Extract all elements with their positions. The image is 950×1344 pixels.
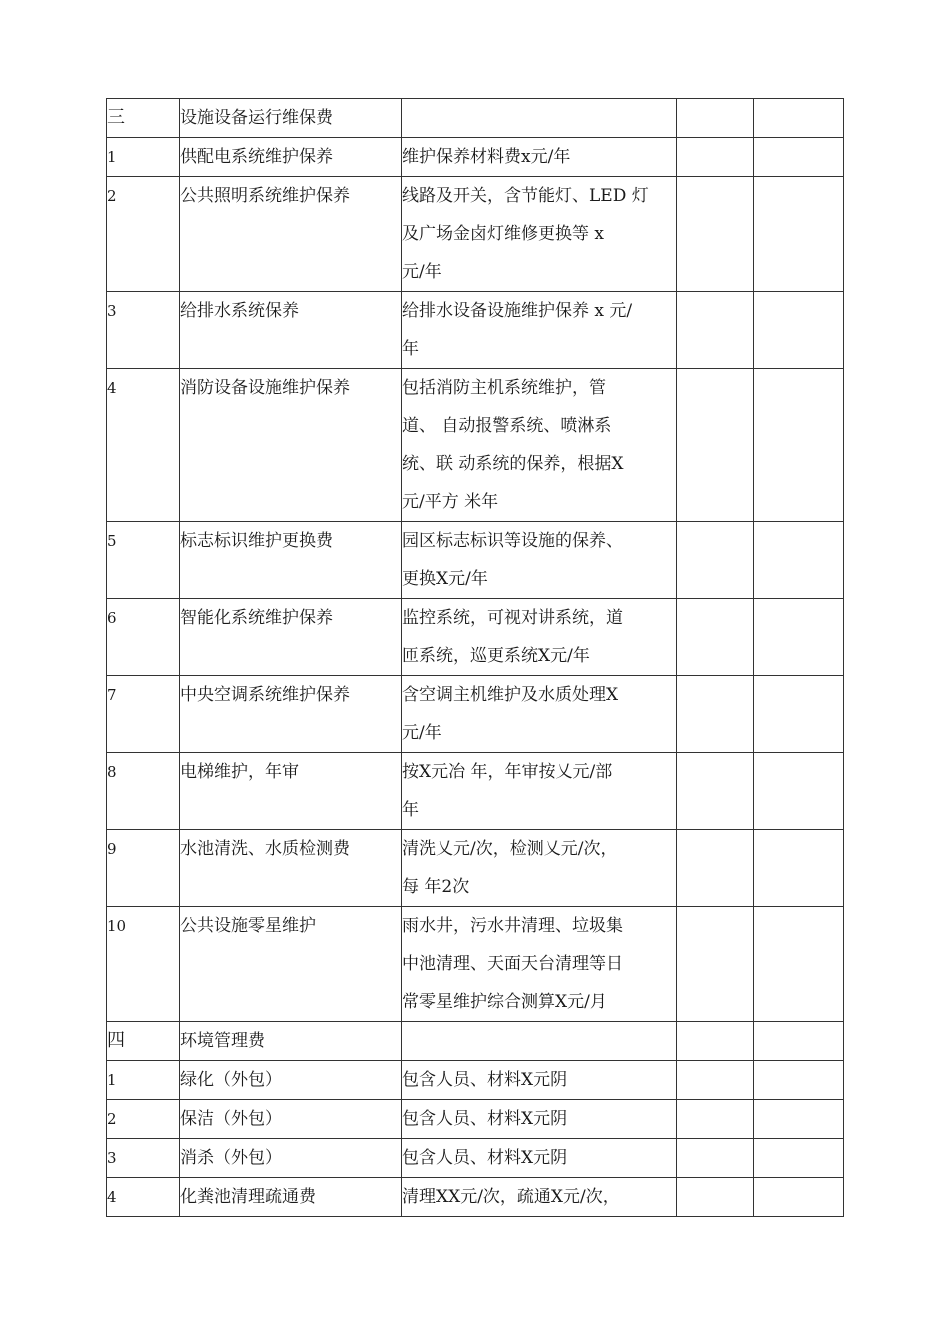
- row-description: 给排水设备设施维护保养 x 元/ 年: [402, 292, 677, 369]
- row-blank-cell: [677, 1178, 754, 1217]
- row-blank-cell: [677, 177, 754, 292]
- row-number: 7: [107, 676, 180, 753]
- row-number: 四: [107, 1022, 180, 1061]
- row-item: 智能化系统维护保养: [180, 599, 402, 676]
- fee-table-body: [107, 99, 844, 1217]
- table-row: [107, 830, 844, 907]
- table-row: [107, 99, 844, 138]
- row-blank-cell: [677, 599, 754, 676]
- table-row: [107, 599, 844, 676]
- table-row: [107, 1100, 844, 1139]
- row-blank-cell: [754, 676, 844, 753]
- row-number: 3: [107, 1139, 180, 1178]
- table-row: [107, 292, 844, 369]
- table-row: [107, 1061, 844, 1100]
- row-number: 8: [107, 753, 180, 830]
- row-number: 3: [107, 292, 180, 369]
- row-number: 4: [107, 1178, 180, 1217]
- row-number: 9: [107, 830, 180, 907]
- row-item: 保洁（外包）: [180, 1100, 402, 1139]
- table-row: [107, 522, 844, 599]
- row-number: 1: [107, 138, 180, 177]
- row-blank-cell: [677, 99, 754, 138]
- row-item: 公共设施零星维护: [180, 907, 402, 1022]
- row-description: [402, 99, 677, 138]
- table-row: [107, 138, 844, 177]
- row-number: 5: [107, 522, 180, 599]
- row-description: 维护保养材料费x元/年: [402, 138, 677, 177]
- row-blank-cell: [754, 830, 844, 907]
- row-blank-cell: [754, 522, 844, 599]
- row-description: 包含人员、材料X元阴: [402, 1139, 677, 1178]
- row-number: 4: [107, 369, 180, 522]
- row-description: 线路及开关，含节能灯、LED 灯 及广场金卤灯维修更换等 x 元/年: [402, 177, 677, 292]
- row-blank-cell: [677, 676, 754, 753]
- row-description: 雨水井，污水井清理、垃圾集 中池清理、天面天台清理等日 常零星维护综合测算X元/月: [402, 907, 677, 1022]
- row-description: 包含人员、材料X元阴: [402, 1061, 677, 1100]
- row-blank-cell: [677, 138, 754, 177]
- table-row: [107, 1178, 844, 1217]
- row-blank-cell: [754, 1022, 844, 1061]
- row-blank-cell: [677, 1022, 754, 1061]
- row-description: 包括消防主机系统维护，管 道、 自动报警系统、喷淋系 统、联 动系统的保养，根据X 元/平方 米年: [402, 369, 677, 522]
- row-description: [402, 1022, 677, 1061]
- row-blank-cell: [754, 753, 844, 830]
- row-description: 园区标志标识等设施的保养、 更换X元/年: [402, 522, 677, 599]
- row-item: 水池清洗、水质检测费: [180, 830, 402, 907]
- row-blank-cell: [677, 292, 754, 369]
- row-item: 标志标识维护更换费: [180, 522, 402, 599]
- row-blank-cell: [754, 907, 844, 1022]
- row-item: 消防设备设施维护保养: [180, 369, 402, 522]
- row-description: 包含人员、材料X元阴: [402, 1100, 677, 1139]
- row-blank-cell: [677, 522, 754, 599]
- table-row: [107, 676, 844, 753]
- table-row: [107, 1139, 844, 1178]
- row-blank-cell: [677, 1100, 754, 1139]
- row-item: 消杀（外包）: [180, 1139, 402, 1178]
- row-blank-cell: [677, 1061, 754, 1100]
- row-blank-cell: [754, 177, 844, 292]
- row-description: 清理XX元/次，疏通X元/次，: [402, 1178, 677, 1217]
- row-description: 按X元冶 年，年审按乂元/部 年: [402, 753, 677, 830]
- row-blank-cell: [677, 753, 754, 830]
- table-row: [107, 369, 844, 522]
- row-item: 电梯维护，年审: [180, 753, 402, 830]
- row-blank-cell: [754, 1178, 844, 1217]
- row-description: 清洗乂元/次，检测乂元/次， 每 年2次: [402, 830, 677, 907]
- row-blank-cell: [754, 599, 844, 676]
- row-number: 1: [107, 1061, 180, 1100]
- row-item: 化粪池清理疏通费: [180, 1178, 402, 1217]
- row-item: 绿化（外包）: [180, 1061, 402, 1100]
- row-number: 6: [107, 599, 180, 676]
- row-blank-cell: [677, 830, 754, 907]
- row-number: 三: [107, 99, 180, 138]
- row-item: 设施设备运行维保费: [180, 99, 402, 138]
- row-blank-cell: [754, 1139, 844, 1178]
- row-item: 供配电系统维护保养: [180, 138, 402, 177]
- row-blank-cell: [677, 1139, 754, 1178]
- table-row: [107, 177, 844, 292]
- row-item: 公共照明系统维护保养: [180, 177, 402, 292]
- table-row: [107, 1022, 844, 1061]
- row-item: 中央空调系统维护保养: [180, 676, 402, 753]
- row-number: 2: [107, 177, 180, 292]
- row-description: 监控系统，可视对讲系统，道 匝系统，巡更系统X元/年: [402, 599, 677, 676]
- row-blank-cell: [754, 1100, 844, 1139]
- row-item: 环境管理费: [180, 1022, 402, 1061]
- table-row: [107, 753, 844, 830]
- row-blank-cell: [754, 369, 844, 522]
- row-blank-cell: [754, 292, 844, 369]
- row-blank-cell: [754, 99, 844, 138]
- row-description: 含空调主机维护及水质处理X 元/年: [402, 676, 677, 753]
- row-blank-cell: [754, 1061, 844, 1100]
- row-item: 给排水系统保养: [180, 292, 402, 369]
- row-blank-cell: [677, 369, 754, 522]
- row-blank-cell: [754, 138, 844, 177]
- table-row: [107, 907, 844, 1022]
- fee-table: [106, 98, 844, 1217]
- row-blank-cell: [677, 907, 754, 1022]
- row-number: 2: [107, 1100, 180, 1139]
- row-number: 10: [107, 907, 180, 1022]
